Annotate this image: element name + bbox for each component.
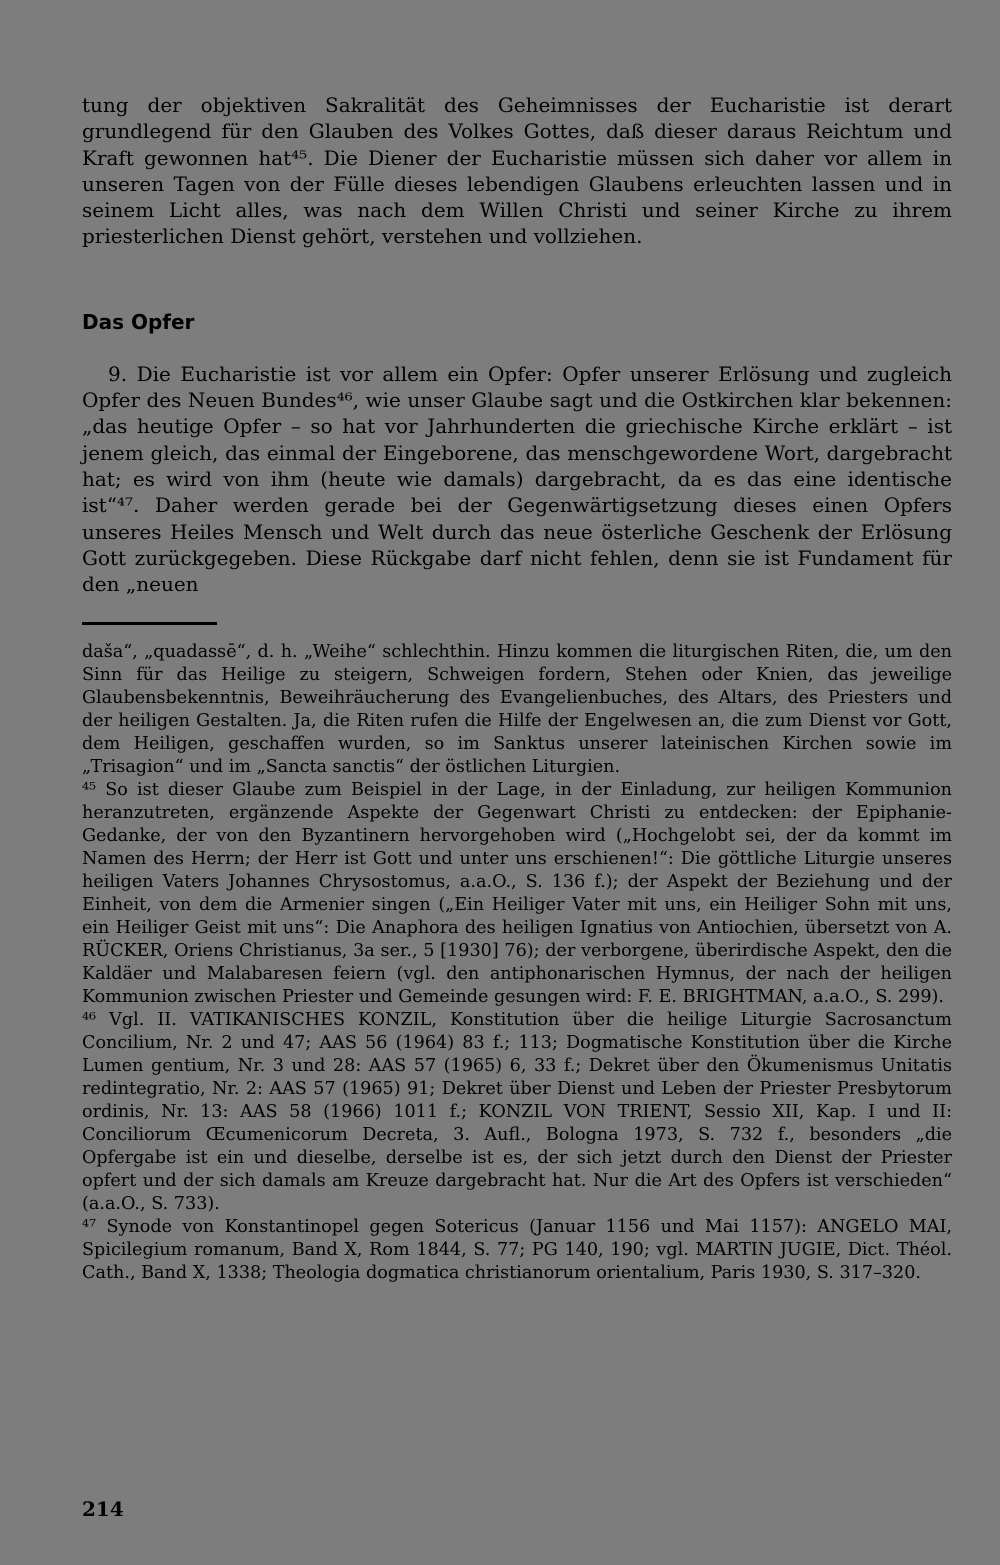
section-heading: Das Opfer — [82, 309, 195, 334]
paragraph-sacrifice: 9. Die Eucharistie ist vor allem ein Opfer: Opfer unserer Erlösung und zugleich Opfer des Neuen Bundes⁴⁶, wie unser Glaube sagt und die Ostkirchen klar bekennen: „das heutige Opfer – so hat vor Jahrhunderten die griechische Kirche erklärt – ist jenem gleich, das einmal der Eingeborene, das menschgewordene Wort, dargebracht hat; es wird von ihm (heute wie damals) dargebracht, da es das eine identische ist“⁴⁷. Daher werden gerade bei der Gegenwärtigsetzung dieses einen Opfers unseres Heiles Mensch und Welt durch das neue österliche Geschenk der Erlösung Gott zurückgegeben. Diese Rückgabe darf nicht fehlen, denn sie ist Fundament für den „neuen — [82, 361, 952, 597]
page-content — [82, 92, 952, 1285]
footnote-46: ⁴⁶ Vgl. II. VATIKANISCHES KONZIL, Konstitution über die heilige Liturgie Sacrosanctum Concilium, Nr. 2 und 47; AAS 56 (1964) 83 f.; 113; Dogmatische Konstitution über die Kirche Lumen gentium, Nr. 3 und 28: AAS 57 (1965) 6, 33 f.; Dekret über den Ökumenismus Unitatis redintegratio, Nr. 2: AAS 57 (1965) 91; Dekret über Dienst und Leben der Priester Presbytorum ordinis, Nr. 13: AAS 58 (1966) 1011 f.; KONZIL VON TRIENT, Sessio XII, Kap. I und II: Conciliorum Œcumenicorum Decreta, 3. Aufl., Bologna 1973, S. 732 f., besonders „die Opfergabe ist ein und dieselbe, derselbe ist es, der sich jetzt durch den Dienst der Priester opfert und der sich damals am Kreuze dargebracht hat. Nur die Art des Opfers ist verschieden“ (a.a.O., S. 733). — [82, 1010, 952, 1215]
paragraph-continuation: tung der objektiven Sakralität des Geheimnisses der Eucharistie ist derart grundlegend für den Glauben des Volkes Gottes, daß dieser daraus Reichtum und Kraft gewonnen hat⁴⁵. Die Diener der Eucharistie müssen sich daher vor allem in unseren Tagen von der Fülle dieses lebendigen Glaubens erleuchten lassen und in seinem Licht alles, was nach dem Willen Christi und seiner Kirche zu ihrem priesterlichen Dienst gehört, verstehen und vollziehen. — [82, 93, 952, 249]
page-number: 214 — [82, 1497, 124, 1521]
footnote-47: ⁴⁷ Synode von Konstantinopel gegen Sotericus (Januar 1156 und Mai 1157): ANGELO MAI, Spicilegium romanum, Band X, Rom 1844, S. 77; PG 140, 190; vgl. MARTIN JUGIE, Dict. Théol. Cath., Band X, 1338; Theologia dogmatica christianorum orientalium, Paris 1930, S. 317–320. — [82, 1217, 952, 1284]
footnote-separator — [82, 622, 217, 625]
footnote-45: ⁴⁵ So ist dieser Glaube zum Beispiel in der Lage, in der Einladung, zur heiligen Kommunion heranzutreten, ergänzende Aspekte der Gegenwart Christi zu entdecken: der Epiphanie-Gedanke, der von den Byzantinern hervorgehoben wird („Hochgelobt sei, der da kommt im Namen des Herrn; der Herr ist Gott und unter uns erschienen!“: Die göttliche Liturgie unseres heiligen Vaters Johannes Chrysostomus, a.a.O., S. 136 f.); der Aspekt der Beziehung und der Einheit, von dem die Armenier singen („Ein Heiliger Vater mit uns, ein Heiliger Sohn mit uns, ein Heiliger Geist mit uns“: Die Anaphora des heiligen Ignatius von Antiochien, übersetzt von A. RÜCKER, Oriens Christianus, 3a ser., 5 [1930] 76); der verborgene, überirdische Aspekt, den die Kaldäer und Malabaresen feiern (vgl. den antiphonarischen Hymnus, der nach der heiligen Kommunion zwischen Priester und Gemeinde gesungen wird: F. E. BRIGHTMAN, a.a.O., S. 299). — [82, 780, 952, 1008]
footnote-continuation: daša“, „quadassē“, d. h. „Weihe“ schlechthin. Hinzu kommen die liturgischen Riten, die, um den Sinn für das Heilige zu steigern, Schweigen fordern, Stehen oder Knien, das jeweilige Glaubensbekenntnis, Beweihräucherung des Evangelienbuches, des Altars, des Priesters und der heiligen Gestalten. Ja, die Riten rufen die Hilfe der Engelwesen an, die zum Dienst vor Gott, dem Heiligen, geschaffen wurden, so im Sanktus unserer lateinischen Kirchen sowie im „Trisagion“ und im „Sancta sanctis“ der östlichen Liturgien. — [82, 642, 952, 778]
footnotes — [82, 641, 952, 1285]
